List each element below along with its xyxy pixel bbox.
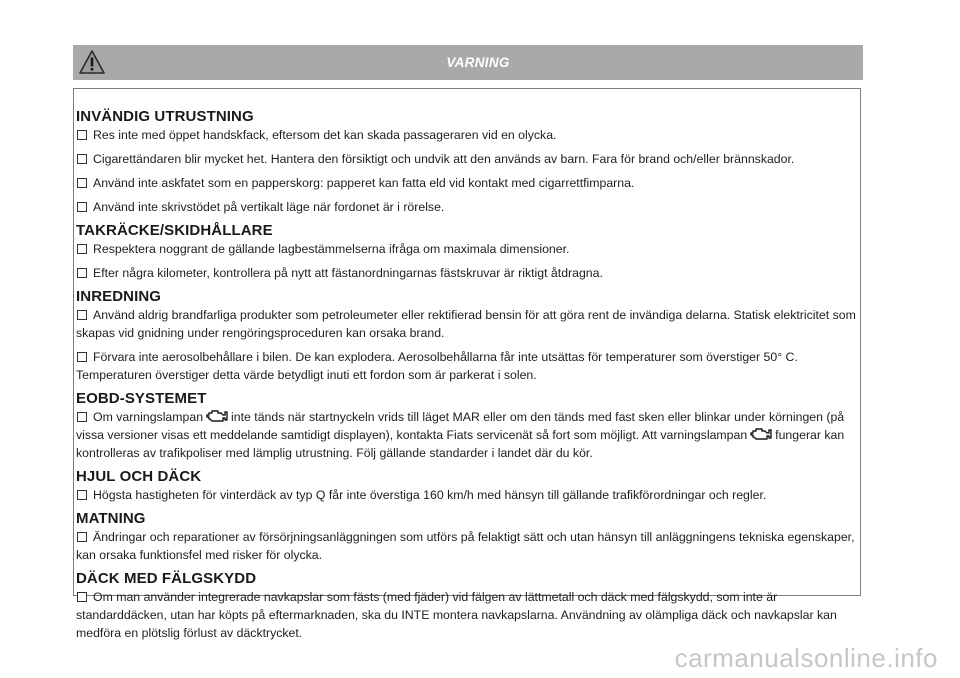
watermark: carmanualsonline.info <box>674 643 938 673</box>
checkbox-bullet-icon <box>77 178 87 188</box>
list-item: Använd aldrig brandfarliga produkter som petroleumeter eller rektifierad bensin för att göra rent de invändiga delarna. Statisk elektricitet som skapas vid gnidning under rengöringsproceduren kan orsaka brand. <box>76 308 856 340</box>
list-item: Cigarettändaren blir mycket het. Hantera den försiktigt och undvik att den används av barn. Fara för brand och/eller brännskador. <box>76 150 860 168</box>
checkbox-bullet-icon <box>77 202 87 212</box>
engine-warning-icon <box>206 409 228 423</box>
section-heading: HJUL OCH DÄCK <box>76 468 202 485</box>
list-item: Om man använder integrerade navkapslar som fästs (med fjäder) vid fälgen av lättmetall och däck med fälgskydd, som inte är standarddäcken, utan har köpts på eftermarknaden, ska du INTE montera navkapslarna. Användning av olämpliga däck och navkapslar kan medföra en plötslig förlust av däcktrycket. <box>76 590 837 640</box>
section-heading: DÄCK MED FÄLGSKYDD <box>76 570 257 587</box>
list-item: Förvara inte aerosolbehållare i bilen. De kan explodera. Aerosolbehållarna får inte utsättas för temperaturer som överstiger 50° C. Temperaturen överstiger detta värde betydligt inuti ett fordon som är parkerat i solen. <box>76 350 798 382</box>
section-matning <box>76 510 860 564</box>
section-heading: INREDNING <box>76 288 162 305</box>
section-heading: EOBD-SYSTEMET <box>76 390 207 407</box>
list-item: Res inte med öppet handskfack, eftersom det kan skada passageraren vid en olycka. <box>76 126 860 144</box>
section-eobd-systemet <box>76 390 860 462</box>
checkbox-bullet-icon <box>77 352 87 362</box>
checkbox-bullet-icon <box>77 310 87 320</box>
warning-header <box>73 45 863 80</box>
section-heading: TAKRÄCKE/SKIDHÅLLARE <box>76 222 273 239</box>
section-inredning <box>76 288 860 384</box>
list-item: Använd inte askfatet som en papperskorg: papperet kan fatta eld vid kontakt med cigarrettfimparna. <box>76 174 860 192</box>
checkbox-bullet-icon <box>77 244 87 254</box>
section-invandig-utrustning <box>76 108 860 216</box>
warning-title: VARNING <box>446 55 510 70</box>
list-item: Efter några kilometer, kontrollera på nytt att fästanordningarnas fästskruvar är riktigt åtdragna. <box>76 264 860 282</box>
checkbox-bullet-icon <box>77 490 87 500</box>
list-item: Högsta hastigheten för vinterdäck av typ Q får inte överstiga 160 km/h med hänsyn till gällande trafikförordningar och regler. <box>76 486 860 504</box>
list-item: Om varningslampan inte tänds när startnyckeln vrids till läget MAR eller om den tänds med fast sken eller blinkar under körningen (på vissa versioner visas ett meddelande samtidigt displayen), kontakta Fiats servicenät så fort som möjligt. Att varningslampan fungerar kan kontrolleras av trafikpoliser med lämplig utrustning. Följ gällande standarder i landet där du kör. <box>76 410 845 460</box>
checkbox-bullet-icon <box>77 154 87 164</box>
list-item: Använd inte skrivstödet på vertikalt läge när fordonet är i rörelse. <box>76 198 860 216</box>
section-heading: MATNING <box>76 510 146 527</box>
checkbox-bullet-icon <box>77 412 87 422</box>
section-heading: INVÄNDIG UTRUSTNING <box>76 108 254 125</box>
warning-content <box>73 88 861 640</box>
list-item: Respektera noggrant de gällande lagbestämmelserna ifråga om maximala dimensioner. <box>76 240 860 258</box>
section-dack-med-falgskydd <box>76 570 860 642</box>
list-item: Ändringar och reparationer av försörjningsanläggningen som utförs på felaktigt sätt och utan hänsyn till anläggningens tekniska egenskaper, kan orsaka funktionsfel med risker för olycka. <box>76 530 855 562</box>
checkbox-bullet-icon <box>77 130 87 140</box>
checkbox-bullet-icon <box>77 268 87 278</box>
section-hjul-och-dack <box>76 468 860 504</box>
checkbox-bullet-icon <box>77 592 87 602</box>
engine-warning-icon <box>750 427 772 441</box>
checkbox-bullet-icon <box>77 532 87 542</box>
section-takracke <box>76 222 860 282</box>
